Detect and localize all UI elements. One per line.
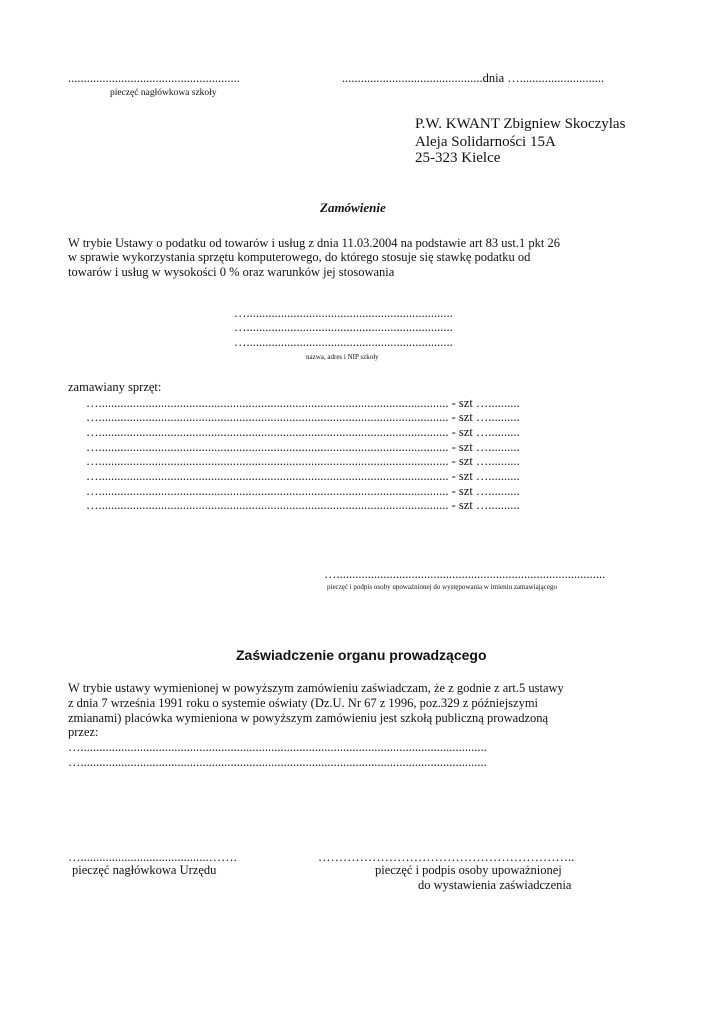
orderer-signature-caption: pieczęć i podpis osoby upoważnionej do występowania w imieniu zamawiającego [327, 583, 557, 591]
recipient-name: P.W. KWANT Zbigniew Skoczylas [415, 116, 626, 132]
equipment-label: zamawiany sprzęt: [68, 380, 162, 394]
official-signature-dots: …………………………………………………….. [318, 850, 575, 864]
equipment-line: …................................................................................................................ - szt ….......... [86, 425, 520, 439]
equipment-line: …................................................................................................................ - szt ….......... [86, 440, 520, 454]
order-paragraph-line: towarów i usług w wysokości 0 % oraz warunków jej stosowania [68, 265, 395, 279]
certificate-title: Zaświadczenie organu prowadzącego [236, 647, 487, 663]
office-stamp-dots: ….........................................……. [68, 850, 237, 864]
recipient-city: 25-323 Kielce [415, 150, 501, 166]
school-info-caption: nazwa, adres i NIP szkoły [306, 353, 379, 361]
certificate-paragraph-line: przez: [68, 725, 99, 739]
certificate-paragraph-line: z dnia 7 września 1991 roku o systemie oświaty (Dz.U. Nr 67 z 1996, poz.329 z późniejszymi [68, 696, 539, 710]
office-stamp-caption: pieczęć nagłówkowa Urzędu [72, 863, 217, 877]
date-line: .............................................dnia …........................... [342, 71, 605, 85]
school-info-line: ….................................................................. [234, 306, 453, 320]
equipment-line: …................................................................................................................ - szt ….......... [86, 396, 520, 410]
equipment-line: …................................................................................................................ - szt ….......... [86, 410, 520, 424]
certificate-fill-line: ….................................................................................................................................. [68, 740, 487, 754]
equipment-line: …................................................................................................................ - szt ….......... [86, 484, 520, 498]
official-signature-caption-2: do wystawienia zaświadczenia [418, 878, 572, 892]
certificate-paragraph-line: W trybie ustawy wymienionej w powyższym zamówieniu zaświadczam, że z godnie z art.5 ustawy [68, 681, 564, 695]
equipment-line: …................................................................................................................ - szt ….......... [86, 498, 520, 512]
school-stamp-dots: ....................................................... [68, 71, 240, 85]
certificate-paragraph-line: zmianami) placówka wymieniona w powyższym zamówieniu jest szkołą publiczną prowadzoną [68, 711, 549, 725]
certificate-fill-line: ….................................................................................................................................. [68, 755, 487, 769]
school-stamp-caption: pieczęć nagłówkowa szkoły [110, 88, 217, 98]
official-signature-caption: pieczęć i podpis osoby upoważnionej [375, 863, 562, 877]
order-paragraph-line: W trybie Ustawy o podatku od towarów i usług z dnia 11.03.2004 na podstawie art 83 ust.1 pkt 26 [68, 236, 560, 250]
order-paragraph-line: w sprawie wykorzystania sprzętu komputerowego, do którego stosuje się stawkę podatku od [68, 250, 531, 264]
order-title: Zamówienie [320, 200, 386, 215]
equipment-line: …................................................................................................................ - szt ….......... [86, 469, 520, 483]
school-info-line: ….................................................................. [234, 320, 453, 334]
orderer-signature-dots: …...................................................................................... [324, 567, 606, 581]
school-info-line: ….................................................................. [234, 335, 453, 349]
recipient-street: Aleja Solidarności 15A [415, 134, 556, 150]
equipment-line: …................................................................................................................ - szt ….......... [86, 454, 520, 468]
